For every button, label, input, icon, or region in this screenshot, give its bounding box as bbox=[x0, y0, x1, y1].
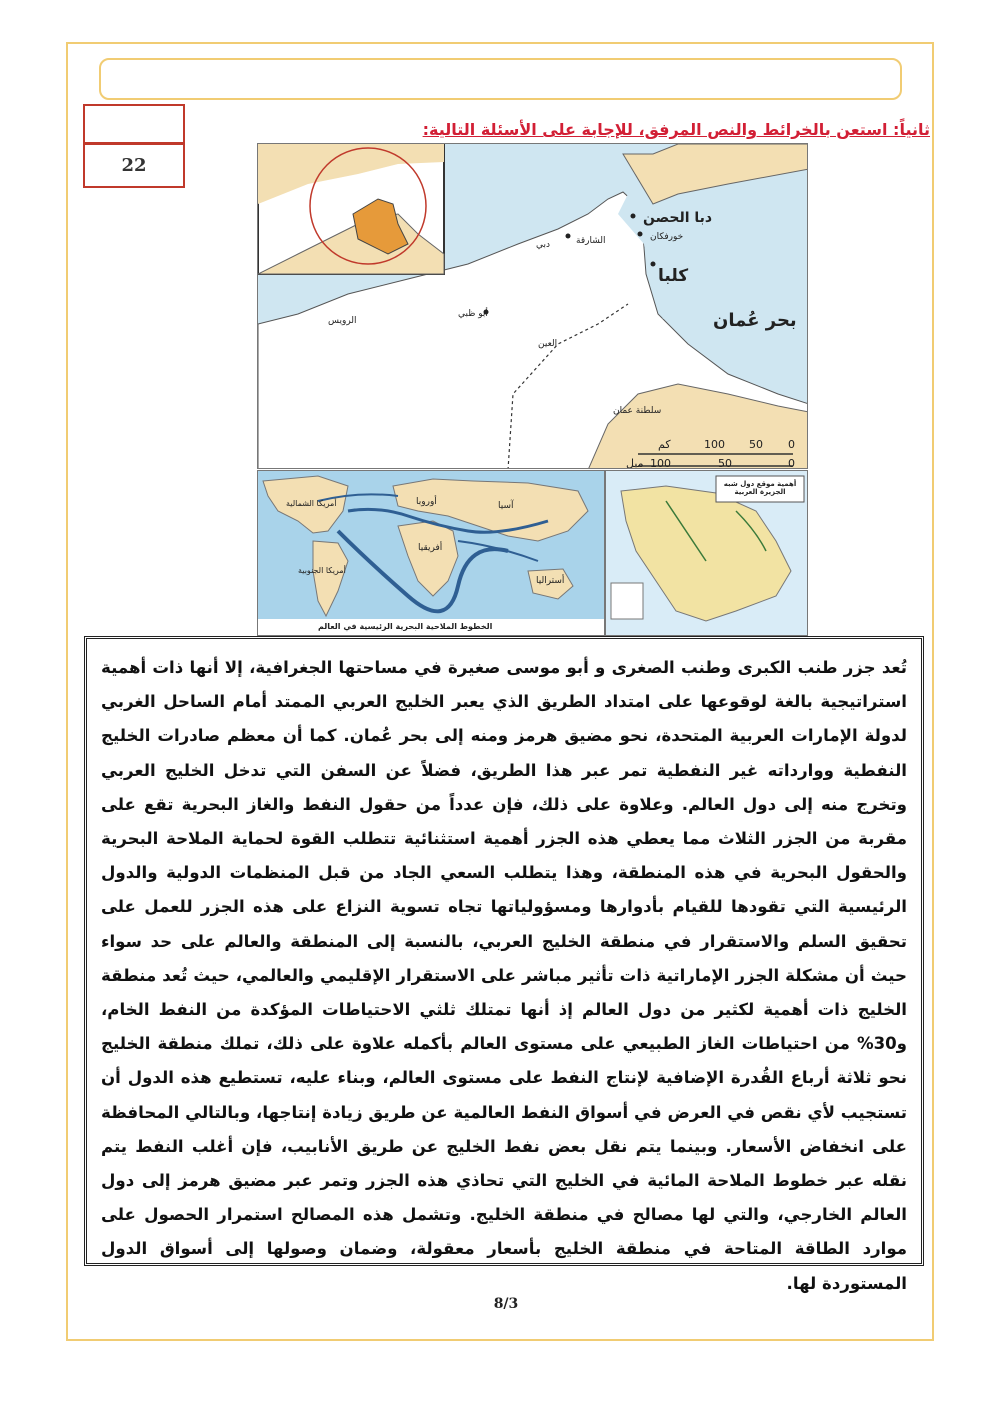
city-kalba: كلبا bbox=[658, 266, 689, 286]
scale-mile-tick-100: 100 bbox=[650, 457, 671, 469]
arabian-peninsula-map bbox=[605, 470, 808, 636]
world-north-america: أمريكا الشمالية bbox=[286, 499, 337, 508]
scale-mile-tick-50: 50 bbox=[718, 457, 732, 469]
city-abudhabi: أبو ظبي bbox=[458, 309, 488, 319]
score-box bbox=[83, 143, 185, 188]
arab-map-title: أهمية موقع دول شبه الجزيرة العربية bbox=[723, 480, 797, 496]
scale-km-label: كم bbox=[658, 438, 671, 451]
world-asia: آسيا bbox=[498, 501, 514, 511]
country-oman: سلطنة عمان bbox=[613, 406, 662, 416]
world-africa: أفريقيا bbox=[418, 543, 443, 553]
world-map-graphic bbox=[258, 471, 605, 636]
city-sharjah: الشارقة bbox=[576, 236, 606, 246]
city-alain: العين bbox=[538, 339, 558, 349]
world-europe: أوروبا bbox=[416, 497, 437, 507]
city-dibba: دبا الحصن bbox=[643, 210, 713, 226]
world-map-caption: الخطوط الملاحية البحرية الرئيسية في العالم bbox=[318, 622, 493, 631]
instruction-heading: ثانياً: استعن بالخرائط والنص المرفق، للإجابة على الأسئلة التالية: bbox=[422, 120, 930, 139]
world-shipping-map bbox=[257, 470, 605, 636]
sea-label: بحر عُمان bbox=[713, 310, 797, 331]
city-ruwais: الرويس bbox=[328, 316, 357, 326]
reading-passage: تُعد جزر طنب الكبرى وطنب الصغرى و أبو موسى صغيرة في مساحتها الجغرافية، إلا أنها ذات أهمية استراتيجية بالغة لوقوعها على امتداد الطريق الذي يعبر الخليج العربي الممتد أمام الساحل الغربي لدولة الإمارات العربية المتحدة، نحو مضيق هرمز ومنه إلى بحر عُمان. كما أن معظم صادرات الخليج النفطية ووارداته غير النفطية تمر عبر هذا الطريق، فضلاً عن السفن التي تدخل الخليج العربي وتخرج منه إلى دول العالم. وعلاوة على ذلك، فإن عدداً من حقول النفط والغاز البحرية تقع على مقربة من الجزر الثلاث مما يعطي هذه الجزر أهمية استثنائية تتطلب القوة لحماية الملاحة البحرية والحقول البحرية في هذه المنطقة، وهذا يتطلب السعي الجاد من قبل المنظمات الدولية والدول الرئيسية التي تقودها للقيام بأدوارها ومسؤولياتها تجاه تسوية النزاع على هذه الجزر للعمل على تحقيق السلم والاستقرار في منطقة الخليج العربي، بالنسبة إلى المنطقة والعالم على حد سواء حيث أن مشكلة الجزر الإماراتية ذات تأثير مباشر على الاستقرار الإقليمي والعالمي، حيث تُعد منطقة الخليج ذات أهمية لكثير من دول العالم إذ أنها تمتلك ثلثي الاحتياطات المؤكدة من النفط الخام، و30% من احتياطات الغاز الطبيعي على مستوى العالم بأكمله علاوة على ذلك، تملك منطقة الخليج نحو ثلاثة أرباع القُدرة الإضافية لإنتاج النفط على مستوى العالم، وبناء عليه، تستطيع هذه الدول أن تستجيب لأي نقص في العرض في أسواق النفط العالمية عن طريق زيادة إنتاجها، وبالتالي المحافظة على انخفاض الأسعار. وبينما يتم نقل بعض نفط الخليج عن طريق الأنابيب، فإن أغلب النفط يتم نقله عبر خطوط الملاحة المائية في الخليج التي تحاذي هذه الجزر وتمر عبر مضيق هرمز إلى دول العالم الخارجي، والتي لها مصالح في منطقة الخليج. وتشمل هذه المصالح استمرار الحصول على موارد الطاقة المتاحة في منطقة الخليج بأسعار معقولة، وضمان وصولها إلى أسواق الدول المستوردة لها. bbox=[101, 658, 907, 1293]
city-khorfakkan: خورفكان bbox=[650, 232, 684, 242]
world-australia: أستراليا bbox=[536, 576, 565, 586]
scale-km-tick-0: 0 bbox=[788, 438, 795, 451]
scale-mile-label: ميل bbox=[626, 457, 644, 469]
world-south-america: أمريكا الجنوبية bbox=[298, 566, 346, 575]
page-number: 8/3 bbox=[493, 1296, 519, 1312]
city-dubai: دبي bbox=[536, 240, 551, 250]
uae-map bbox=[257, 143, 808, 469]
score-value: 22 bbox=[121, 155, 147, 176]
scale-km-tick-50: 50 bbox=[749, 438, 763, 451]
score-box-empty bbox=[83, 104, 185, 144]
header-bar bbox=[99, 58, 902, 100]
uae-map-graphic bbox=[258, 144, 808, 469]
scale-km-tick-100: 100 bbox=[704, 438, 725, 451]
scale-mile-tick-0: 0 bbox=[788, 457, 795, 469]
reading-passage-box bbox=[84, 636, 924, 1293]
